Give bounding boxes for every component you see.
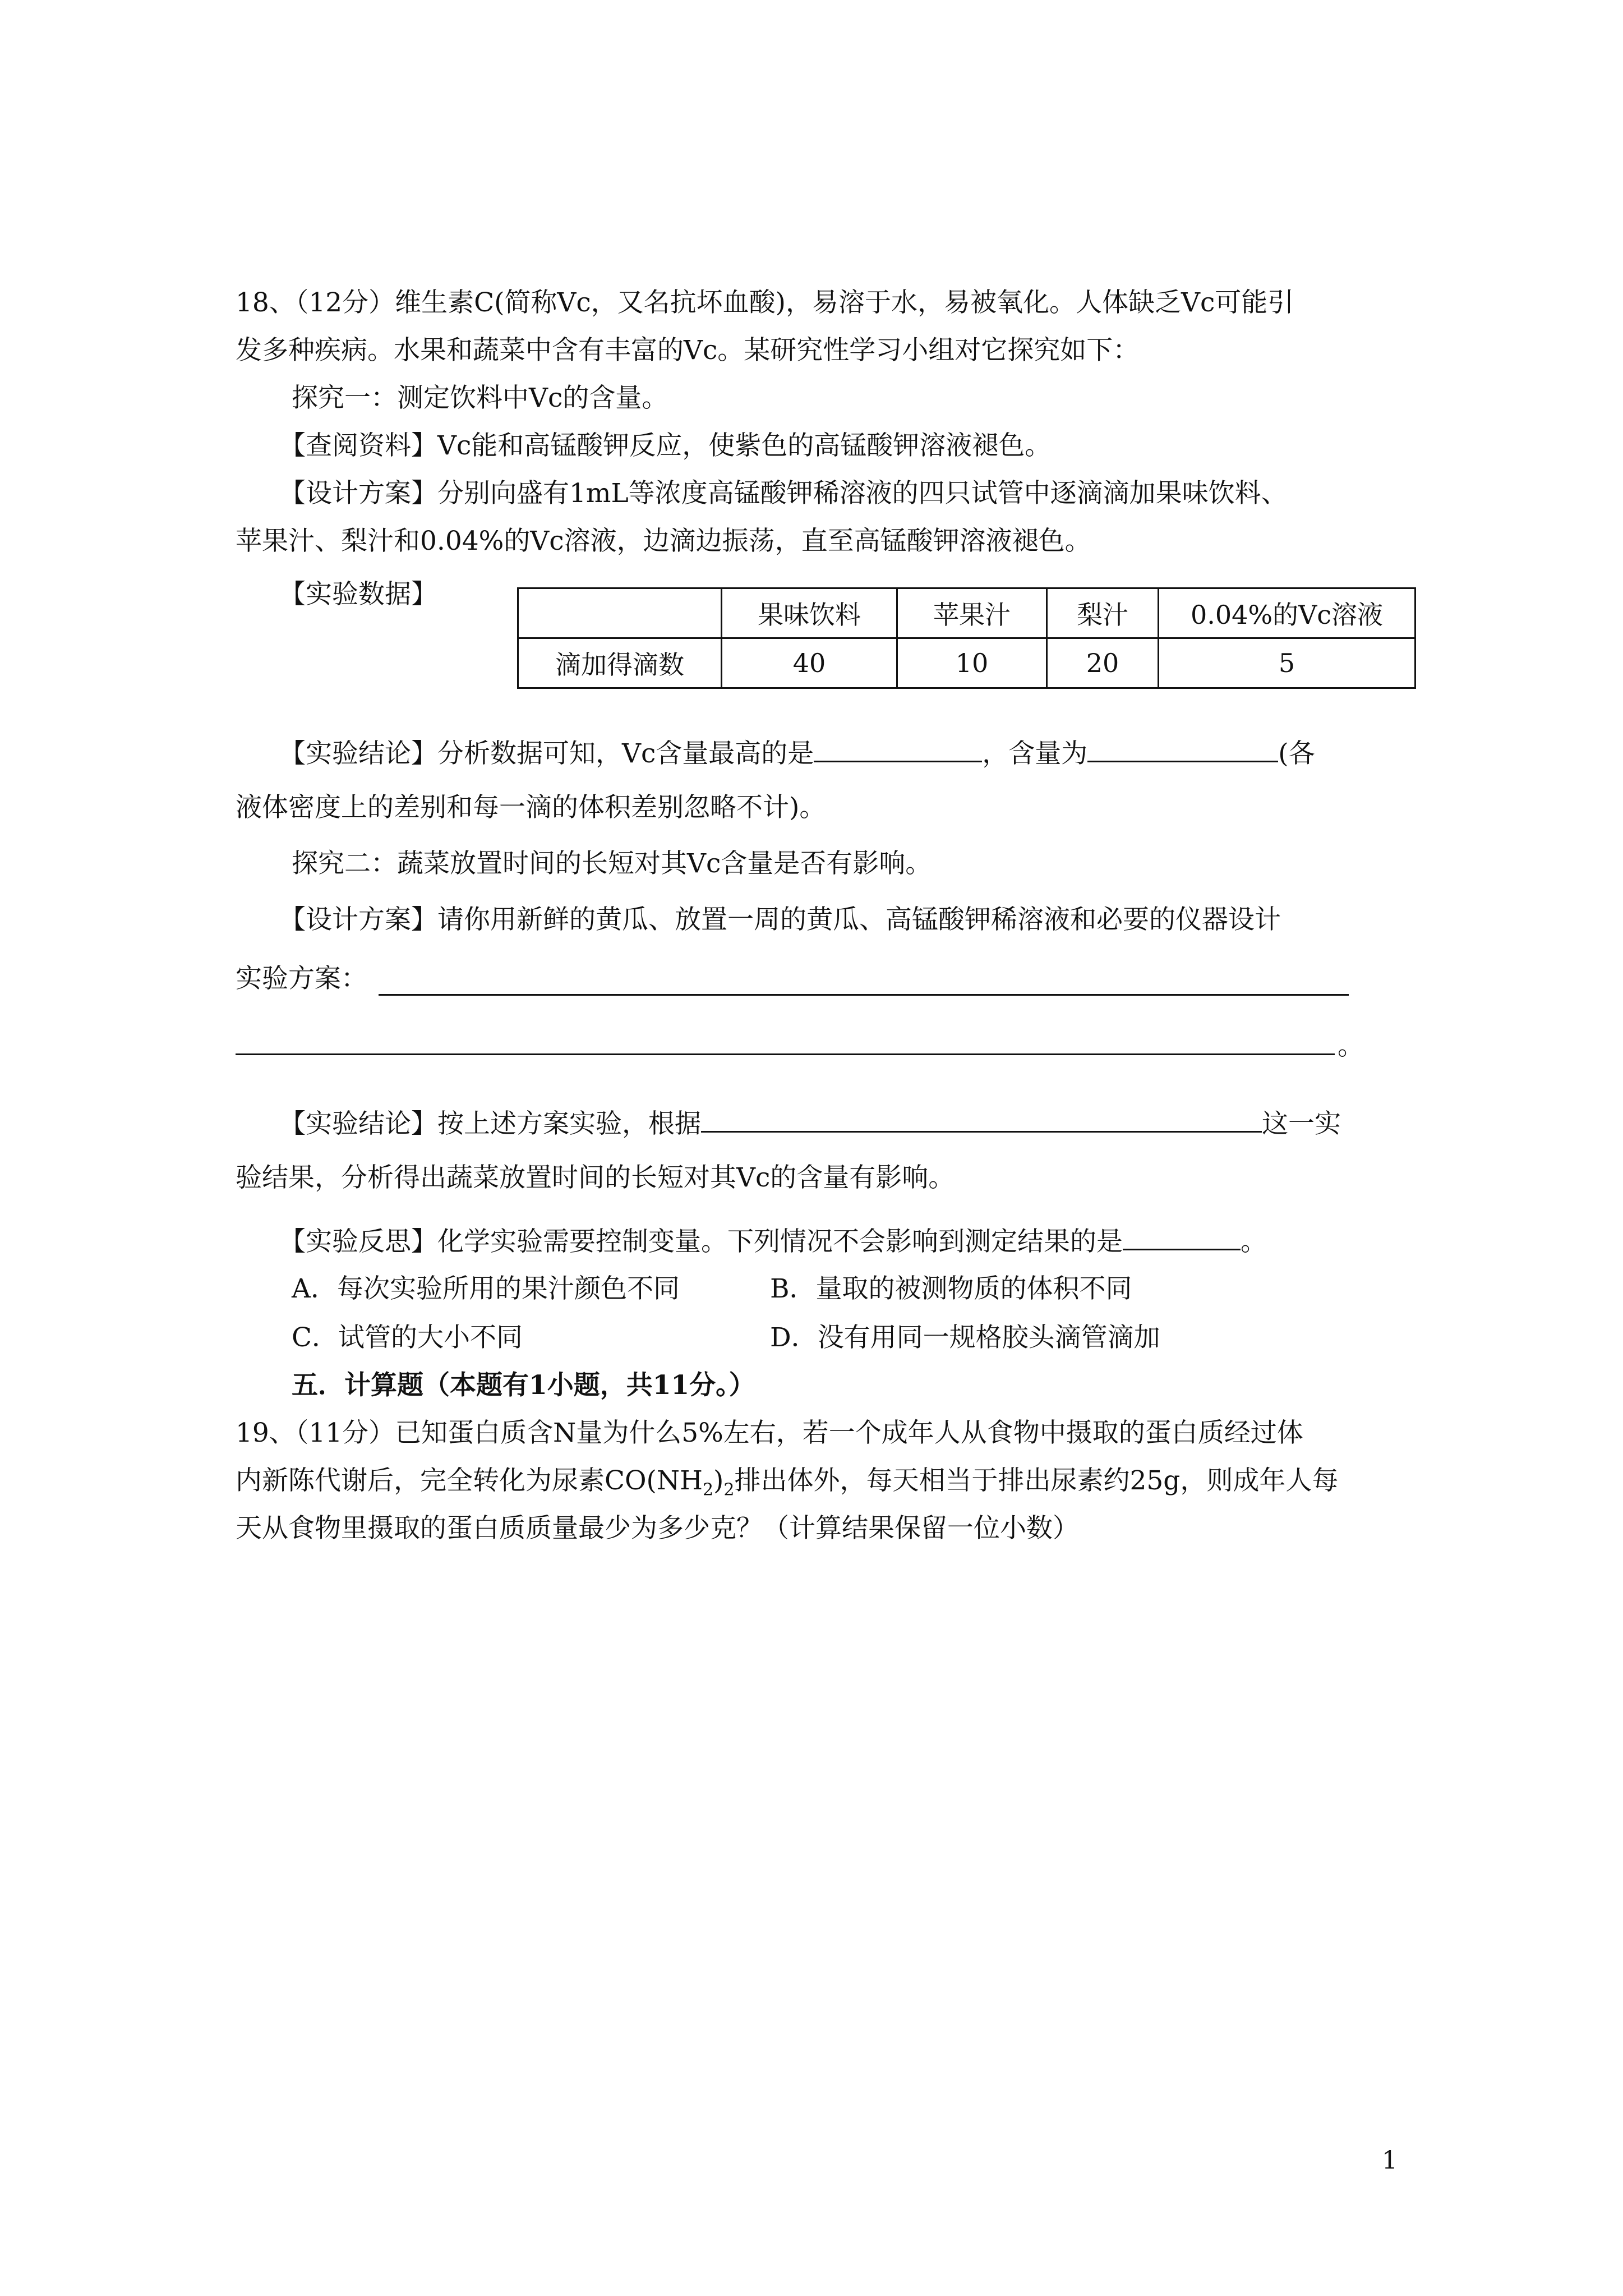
inquiry-one-title: 探究一：测定饮料中Vc的含量。 bbox=[292, 383, 668, 413]
table-header-cell: 0.04%的Vc溶液 bbox=[1159, 588, 1415, 638]
answer-line-design-1[interactable] bbox=[379, 994, 1349, 996]
answer-line-design-2[interactable] bbox=[236, 1053, 1335, 1055]
q19-line-1: 19、（11分）已知蛋白质含N量为什么5%左右，若一个成年人从食物中摄取的蛋白质经过体 bbox=[236, 1418, 1303, 1448]
conclusion-1-line-1 bbox=[279, 735, 1315, 771]
answer-blank-reflection[interactable] bbox=[1123, 1223, 1241, 1250]
table-header-cell: 果味饮料 bbox=[722, 588, 897, 638]
table-header-cell bbox=[518, 588, 722, 638]
conclusion-2-text-a: 【实验结论】按上述方案实验，根据 bbox=[279, 1108, 701, 1139]
option-d: D．没有用同一规格胶头滴管滴加 bbox=[770, 1322, 1160, 1353]
conclusion-1-text-a: 【实验结论】分析数据可知，Vc含量最高的是 bbox=[279, 738, 814, 769]
q19-text-b: ) bbox=[713, 1465, 724, 1496]
q19-text-a: 内新陈代谢后，完全转化为尿素CO(NH bbox=[236, 1465, 703, 1496]
q19-subscript-1: 2 bbox=[702, 1480, 714, 1500]
conclusion-2-text-b: 这一实 bbox=[1262, 1108, 1341, 1139]
table-cell: 20 bbox=[1047, 638, 1159, 688]
reference-material: 【查阅资料】Vc能和高锰酸钾反应，使紫色的高锰酸钾溶液褪色。 bbox=[279, 430, 1052, 461]
conclusion-1-text-b: ，含量为 bbox=[982, 738, 1088, 769]
conclusion-2-line-2: 验结果，分析得出蔬菜放置时间的长短对其Vc的含量有影响。 bbox=[236, 1162, 955, 1193]
conclusion-1-text-c: (各 bbox=[1278, 738, 1315, 769]
table-header-cell: 苹果汁 bbox=[897, 588, 1047, 638]
experiment-data-table bbox=[517, 587, 1416, 689]
design-plan-2-end: 。 bbox=[1338, 1030, 1364, 1061]
experiment-data-label: 【实验数据】 bbox=[279, 579, 437, 610]
q19-text-c: 排出体外，每天相当于排出尿素约25g，则成年人每 bbox=[734, 1465, 1339, 1496]
q19-line-3: 天从食物里摄取的蛋白质质量最少为多少克？（计算结果保留一位小数） bbox=[236, 1513, 1079, 1544]
page-number: 1 bbox=[1382, 2146, 1398, 2175]
q19-subscript-2: 2 bbox=[723, 1480, 735, 1500]
inquiry-two-title: 探究二：蔬菜放置时间的长短对其Vc含量是否有影响。 bbox=[292, 848, 932, 879]
answer-blank-result[interactable] bbox=[701, 1105, 1262, 1133]
table-cell: 40 bbox=[722, 638, 897, 688]
option-c: C．试管的大小不同 bbox=[292, 1322, 523, 1353]
table-row-label: 滴加得滴数 bbox=[518, 638, 722, 688]
table-cell: 5 bbox=[1159, 638, 1415, 688]
design-plan-1-line-1: 【设计方案】分别向盛有1mL等浓度高锰酸钾稀溶液的四只试管中逐滴滴加果味饮料、 bbox=[279, 478, 1288, 509]
option-b: B．量取的被测物质的体积不同 bbox=[770, 1273, 1132, 1304]
conclusion-2-line-1 bbox=[279, 1105, 1341, 1141]
table-header-cell: 梨汁 bbox=[1047, 588, 1159, 638]
design-plan-1-line-2: 苹果汁、梨汁和0.04%的Vc溶液，边滴边振荡，直至高锰酸钾溶液褪色。 bbox=[236, 526, 1091, 556]
reflection-end: 。 bbox=[1241, 1226, 1267, 1257]
design-plan-2-line-1: 【设计方案】请你用新鲜的黄瓜、放置一周的黄瓜、高锰酸钾稀溶液和必要的仪器设计 bbox=[279, 904, 1281, 935]
table-cell: 10 bbox=[897, 638, 1047, 688]
q18-line-2: 发多种疾病。水果和蔬菜中含有丰富的Vc。某研究性学习小组对它探究如下： bbox=[236, 335, 1140, 366]
reflection-text: 【实验反思】化学实验需要控制变量。下列情况不会影响到测定结果的是 bbox=[279, 1226, 1123, 1257]
answer-blank-highest-vc[interactable] bbox=[814, 735, 982, 762]
table-header-row bbox=[518, 588, 1415, 638]
conclusion-1-line-2: 液体密度上的差别和每一滴的体积差别忽略不计)。 bbox=[236, 792, 826, 823]
reflection-line bbox=[279, 1223, 1267, 1259]
answer-blank-content[interactable] bbox=[1087, 735, 1278, 762]
section-five-heading: 五．计算题（本题有1小题，共11分。） bbox=[292, 1370, 755, 1401]
q18-line-1: 18、（12分）维生素C(简称Vc，又名抗坏血酸)，易溶于水，易被氧化。人体缺乏Vc可能引 bbox=[236, 287, 1294, 318]
q19-line-2 bbox=[236, 1464, 1338, 1507]
option-a: A．每次实验所用的果汁颜色不同 bbox=[292, 1273, 680, 1304]
table-row bbox=[518, 638, 1415, 688]
design-plan-2-line-2: 实验方案： bbox=[236, 963, 367, 994]
